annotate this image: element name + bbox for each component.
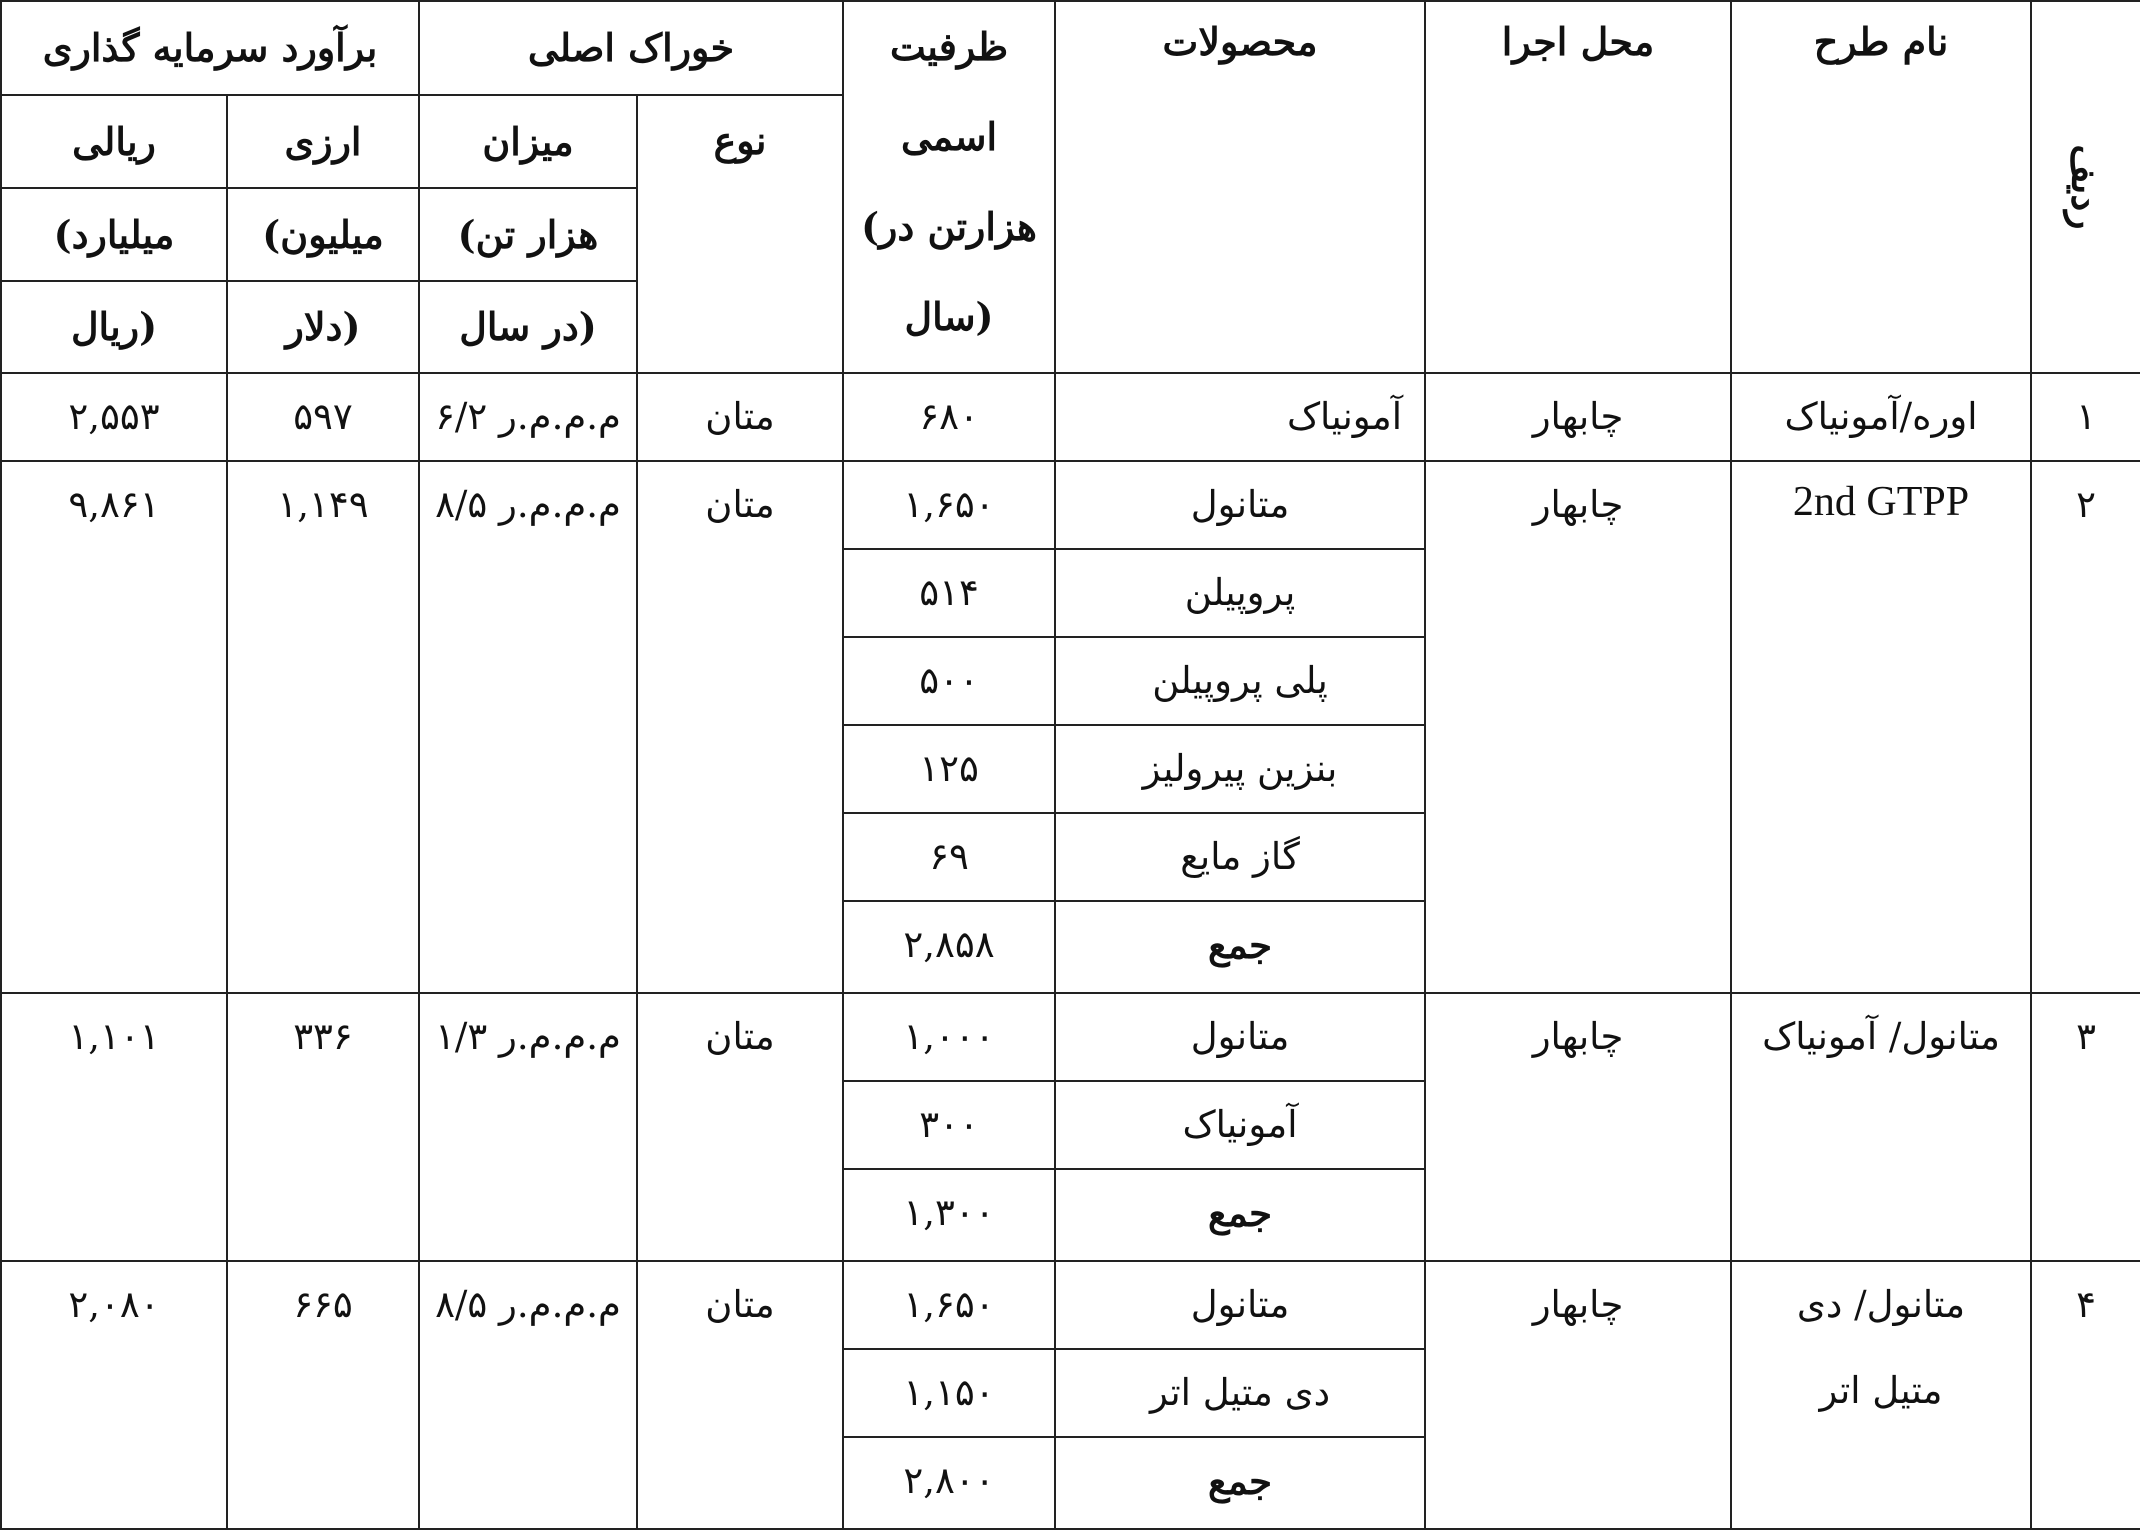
currency-cell: ۱,۱۴۹ [227, 461, 419, 993]
capacity-cell: ۵۱۴ [843, 549, 1055, 637]
rial-cell: ۹,۸۶۱ [1, 461, 227, 993]
table-row [1, 1261, 2140, 1349]
feed-amount-unit-l2: در سال) [419, 281, 637, 373]
product-cell: آمونیاک [1055, 1081, 1425, 1169]
capacity-cell: ۱,۶۵۰ [843, 461, 1055, 549]
radif-header-text: ردیف [2064, 144, 2110, 230]
feed-type-cell: متان [637, 993, 843, 1261]
product-cell: پلی پروپیلن [1055, 637, 1425, 725]
product-cell: پروپیلن [1055, 549, 1425, 637]
feed-type-cell: متان [637, 461, 843, 993]
capacity-total-cell: ۲,۸۵۸ [843, 901, 1055, 993]
location-cell: چابهار [1425, 1261, 1731, 1529]
capacity-header-l2: اسمی [900, 114, 998, 159]
project-name-cell: متانول/ آمونیاک [1731, 993, 2031, 1261]
capacity-total-cell: ۱,۳۰۰ [843, 1169, 1055, 1261]
product-cell: متانول [1055, 461, 1425, 549]
product-cell: دی متیل اتر [1055, 1349, 1425, 1437]
product-cell: متانول [1055, 993, 1425, 1081]
rial-unit-l1: (میلیارد [1, 188, 227, 281]
feed-amount-cell: ۱/۳ م.م.م.ر [419, 993, 637, 1261]
feed-type-header: نوع [637, 95, 843, 373]
table-row [1, 461, 2140, 549]
currency-header: ارزی [227, 95, 419, 188]
product-cell: بنزین پیرولیز [1055, 725, 1425, 813]
location-header: محل اجرا [1425, 1, 1731, 373]
capacity-cell: ۵۰۰ [843, 637, 1055, 725]
project-name-header: نام طرح [1731, 1, 2031, 373]
feed-type-cell: متان [637, 373, 843, 461]
capacity-cell: ۱۲۵ [843, 725, 1055, 813]
capacity-cell: ۱,۶۵۰ [843, 1261, 1055, 1349]
location-cell: چابهار [1425, 993, 1731, 1261]
currency-cell: ۳۳۶ [227, 993, 419, 1261]
product-total-cell: جمع [1055, 1437, 1425, 1529]
row-number-cell: ۳ [2031, 993, 2140, 1261]
table-row [1, 993, 2140, 1081]
product-cell: گاز مایع [1055, 813, 1425, 901]
product-total-cell: جمع [1055, 1169, 1425, 1261]
product-total-cell: جمع [1055, 901, 1425, 993]
capacity-cell: ۳۰۰ [843, 1081, 1055, 1169]
currency-unit-l2: دلار) [227, 281, 419, 373]
project-name-cell: متانول/ دی متیل اتر [1731, 1261, 2031, 1529]
products-header: محصولات [1055, 1, 1425, 373]
feed-amount-cell: ۸/۵ م.م.م.ر [419, 461, 637, 993]
feed-amount-header: میزان [419, 95, 637, 188]
row-number-cell: ۴ [2031, 1261, 2140, 1529]
feed-type-cell: متان [637, 1261, 843, 1529]
rial-cell: ۲,۵۵۳ [1, 373, 227, 461]
table-row [1, 373, 2140, 461]
currency-cell: ۶۶۵ [227, 1261, 419, 1529]
capacity-cell: ۶۹ [843, 813, 1055, 901]
feed-amount-unit-l1: (هزار تن [419, 188, 637, 281]
capacity-header-l1: ظرفیت [889, 24, 1009, 69]
location-cell: چابهار [1425, 373, 1731, 461]
rial-header: ریالی [1, 95, 227, 188]
radif-header [2031, 1, 2140, 373]
product-cell: آمونیاک [1055, 373, 1425, 461]
capacity-cell: ۱,۱۵۰ [843, 1349, 1055, 1437]
project-name-cell: اوره/آمونیاک [1731, 373, 2031, 461]
currency-unit-l1: (میلیون [227, 188, 419, 281]
capacity-header-l3: (هزارتن در [861, 204, 1037, 249]
feed-amount-cell: ۸/۵ م.م.م.ر [419, 1261, 637, 1529]
header-row-1 [1, 1, 2140, 95]
rial-cell: ۱,۱۰۱ [1, 993, 227, 1261]
row-number-cell: ۲ [2031, 461, 2140, 993]
capacity-cell: ۶۸۰ [843, 373, 1055, 461]
capacity-cell: ۱,۰۰۰ [843, 993, 1055, 1081]
feed-header: خوراک اصلی [419, 1, 843, 95]
row-number-cell: ۱ [2031, 373, 2140, 461]
rial-cell: ۲,۰۸۰ [1, 1261, 227, 1529]
product-cell: متانول [1055, 1261, 1425, 1349]
capacity-total-cell: ۲,۸۰۰ [843, 1437, 1055, 1529]
project-name-cell: 2nd GTPP [1731, 461, 2031, 993]
feed-amount-cell: ۶/۲ م.م.م.ر [419, 373, 637, 461]
capacity-header-l4: سال) [904, 294, 994, 339]
investment-header: برآورد سرمایه گذاری [1, 1, 419, 95]
currency-cell: ۵۹۷ [227, 373, 419, 461]
rial-unit-l2: ریال) [1, 281, 227, 373]
location-cell: چابهار [1425, 461, 1731, 993]
capacity-header [843, 1, 1055, 373]
